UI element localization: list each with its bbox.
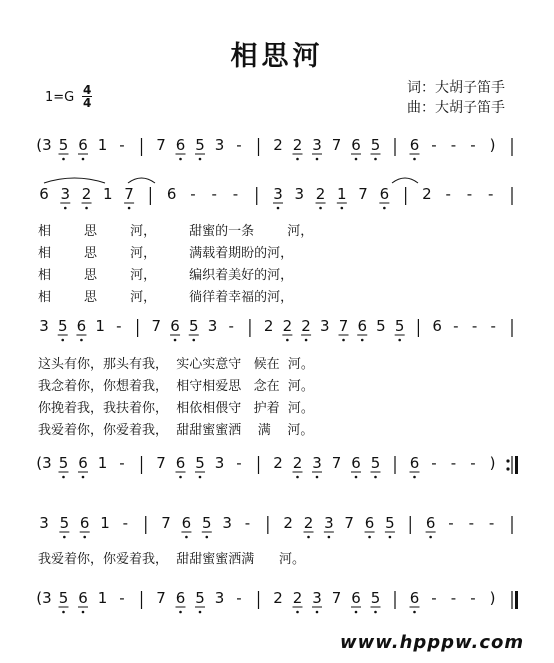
note: 5: [376, 317, 386, 335]
note: 3: [60, 185, 71, 203]
note: -: [244, 514, 251, 532]
note: 6: [166, 185, 177, 203]
key-signature: 1=G: [45, 90, 75, 105]
note: 6: [78, 589, 88, 607]
octave-dot: [82, 611, 85, 614]
note: 5: [370, 589, 381, 607]
note: 1: [97, 454, 108, 472]
note: 7: [156, 136, 166, 154]
note: 3: [214, 589, 225, 607]
octave-dot: [205, 536, 208, 539]
note: 2: [283, 514, 293, 532]
repeat-dot: [506, 467, 509, 470]
note: 3: [324, 514, 334, 532]
lyric-line: 相 思 河， 满载着期盼的河，: [38, 246, 294, 261]
lyric-line: 你挽着我，我扶着你， 相依相偎守 护着 河。: [38, 401, 314, 416]
octave-dot: [80, 339, 83, 342]
note: 6: [357, 317, 368, 335]
note: -: [448, 514, 454, 532]
note: (3: [36, 136, 52, 154]
final-barline: [515, 456, 518, 474]
lyric-line: 我念着你，你想着我， 相守相爱思 念在 河。: [38, 379, 314, 394]
note: -: [211, 185, 217, 203]
note: 5: [58, 136, 69, 154]
octave-dot: [307, 536, 310, 539]
octave-dot: [179, 158, 182, 161]
octave-dot: [192, 339, 195, 342]
octave-dot: [316, 611, 319, 614]
note: 2: [292, 136, 303, 154]
octave-dot: [62, 476, 65, 479]
note: -: [470, 136, 476, 154]
note: 7: [344, 514, 354, 532]
note: 3: [273, 185, 283, 203]
note: 6: [379, 185, 390, 203]
note: 7: [331, 589, 342, 607]
octave-dot: [296, 476, 299, 479]
note: 2: [273, 454, 283, 472]
note: 6: [79, 514, 90, 532]
octave-dot: [179, 611, 182, 614]
note: 5: [195, 454, 205, 472]
note: 6: [175, 454, 186, 472]
octave-dot: [62, 158, 65, 161]
note: -: [119, 454, 125, 472]
lyricist-credit: 词：大胡子笛手: [407, 80, 505, 96]
note: -: [119, 589, 125, 607]
octave-dot: [389, 536, 392, 539]
note: -: [488, 514, 495, 532]
note: -: [122, 514, 129, 532]
note: 7: [124, 185, 134, 203]
note: 3: [39, 317, 49, 335]
note: -: [490, 317, 496, 335]
note: 6: [351, 136, 361, 154]
note: 3: [214, 454, 225, 472]
note: 7: [331, 454, 342, 472]
note: 2: [273, 589, 283, 607]
note: -: [190, 185, 196, 203]
note: 6: [351, 589, 361, 607]
note: 6: [170, 317, 180, 335]
note: 5: [370, 454, 381, 472]
note: 6: [432, 317, 442, 335]
note: 7: [156, 589, 166, 607]
note: 2: [273, 136, 283, 154]
note: 5: [57, 317, 68, 335]
note: -: [232, 185, 239, 203]
note: -: [450, 589, 457, 607]
octave-dot: [82, 158, 85, 161]
note: 3: [312, 589, 322, 607]
note: 3: [39, 514, 49, 532]
note: 3: [312, 136, 322, 154]
note: 2: [282, 317, 293, 335]
octave-dot: [374, 476, 377, 479]
note: -: [470, 589, 476, 607]
octave-dot: [316, 158, 319, 161]
note: 6: [181, 514, 192, 532]
octave-dot: [413, 158, 416, 161]
note: 5: [58, 454, 69, 472]
octave-dot: [286, 339, 289, 342]
note: 6: [76, 317, 87, 335]
octave-dot: [319, 207, 322, 210]
octave-dot: [199, 476, 202, 479]
note: 2: [81, 185, 92, 203]
note: 6: [175, 589, 186, 607]
note: 1: [337, 185, 347, 203]
note: 5: [188, 317, 199, 335]
lyric-line: 相 思 河， 编织着美好的河，: [38, 268, 294, 283]
octave-dot: [305, 339, 308, 342]
lyric-line: 我爱着你，你爱着我， 甜甜蜜蜜洒 满 河。: [38, 423, 314, 438]
note: (3: [36, 589, 52, 607]
octave-dot: [355, 158, 358, 161]
note: 5: [195, 589, 205, 607]
watermark: www.hpppw.com: [340, 632, 525, 653]
note: 6: [175, 136, 186, 154]
lyric-line: 这头有你，那头有我， 实心实意守 候在 河。: [38, 357, 314, 372]
note: -: [450, 454, 457, 472]
note: 3: [312, 454, 322, 472]
octave-dot: [355, 476, 358, 479]
octave-dot: [63, 536, 66, 539]
note: 1: [97, 589, 108, 607]
octave-dot: [341, 207, 344, 210]
time-sig-top: 4: [83, 83, 92, 97]
note: 5: [58, 589, 69, 607]
note: 6: [78, 454, 88, 472]
note: 1: [100, 514, 110, 532]
octave-dot: [296, 158, 299, 161]
lyric-line: 相 思 河， 甜蜜的一条 河，: [38, 224, 314, 239]
octave-dot: [85, 207, 88, 210]
octave-dot: [296, 611, 299, 614]
note: -: [445, 185, 451, 203]
note: -: [471, 317, 478, 335]
repeat-dot: [506, 459, 509, 462]
note: -: [466, 185, 473, 203]
note: 6: [364, 514, 375, 532]
note: 2: [301, 317, 311, 335]
octave-dot: [199, 611, 202, 614]
octave-dot: [61, 339, 64, 342]
note: 6: [409, 136, 420, 154]
final-barline: [515, 591, 518, 609]
note: 5: [195, 136, 205, 154]
note: 6: [425, 514, 436, 532]
note: 2: [292, 454, 303, 472]
note: 7: [151, 317, 162, 335]
note: -: [228, 317, 234, 335]
note: -: [468, 514, 475, 532]
note: 7: [161, 514, 171, 532]
octave-dot: [368, 536, 371, 539]
octave-dot: [82, 476, 85, 479]
note: 2: [315, 185, 326, 203]
note: 7: [358, 185, 368, 203]
note: 5: [59, 514, 70, 532]
octave-dot: [328, 536, 331, 539]
note: -: [431, 454, 437, 472]
note: 6: [78, 136, 88, 154]
note: 3: [320, 317, 330, 335]
octave-dot: [128, 207, 131, 210]
note: 2: [263, 317, 274, 335]
note: 6: [409, 454, 420, 472]
coda-lyric-line: 我爱着你，你爱着我， 甜甜蜜蜜洒满 河。: [38, 552, 306, 567]
note: 1: [103, 185, 113, 203]
note: 3: [214, 136, 225, 154]
song-title: 相思河: [230, 41, 324, 72]
octave-dot: [342, 339, 345, 342]
note: -: [431, 136, 437, 154]
note: 3: [222, 514, 232, 532]
composer-credit: 曲：大胡子笛手: [407, 100, 505, 116]
octave-dot: [398, 339, 401, 342]
note: (3: [36, 454, 52, 472]
note: -: [116, 317, 122, 335]
note: -: [470, 454, 476, 472]
note: 7: [338, 317, 349, 335]
note: 6: [351, 454, 361, 472]
note: ): [489, 454, 496, 472]
note: -: [488, 185, 494, 203]
octave-dot: [429, 536, 432, 539]
octave-dot: [64, 207, 67, 210]
note: 5: [370, 136, 381, 154]
slur: [392, 178, 418, 183]
slur: [44, 178, 105, 183]
note: -: [450, 136, 457, 154]
octave-dot: [62, 611, 65, 614]
note: ): [489, 589, 496, 607]
note: -: [119, 136, 125, 154]
note: -: [236, 454, 242, 472]
octave-dot: [383, 207, 386, 210]
note: 5: [394, 317, 405, 335]
octave-dot: [413, 476, 416, 479]
note: 5: [385, 514, 395, 532]
note: ): [489, 136, 496, 154]
octave-dot: [374, 158, 377, 161]
octave-dot: [185, 536, 188, 539]
note: 6: [39, 185, 49, 203]
note: 3: [207, 317, 218, 335]
note: -: [453, 317, 459, 335]
note: 7: [156, 454, 166, 472]
note: 2: [303, 514, 314, 532]
note: 1: [97, 136, 108, 154]
note: 2: [292, 589, 303, 607]
octave-dot: [316, 476, 319, 479]
octave-dot: [374, 611, 377, 614]
note: 3: [294, 185, 305, 203]
note: 2: [422, 185, 432, 203]
note: 7: [331, 136, 342, 154]
note: 5: [202, 514, 212, 532]
octave-dot: [413, 611, 416, 614]
note: -: [236, 136, 242, 154]
time-sig-bottom: 4: [83, 96, 92, 110]
note: 6: [409, 589, 420, 607]
octave-dot: [83, 536, 86, 539]
note: 1: [95, 317, 105, 335]
slur: [128, 178, 155, 183]
octave-dot: [179, 476, 182, 479]
note: -: [431, 589, 437, 607]
octave-dot: [355, 611, 358, 614]
octave-dot: [277, 207, 280, 210]
lyric-line: 相 思 河， 徜徉着幸福的河，: [38, 290, 294, 305]
octave-dot: [199, 158, 202, 161]
octave-dot: [174, 339, 177, 342]
note: -: [236, 589, 242, 607]
octave-dot: [361, 339, 364, 342]
